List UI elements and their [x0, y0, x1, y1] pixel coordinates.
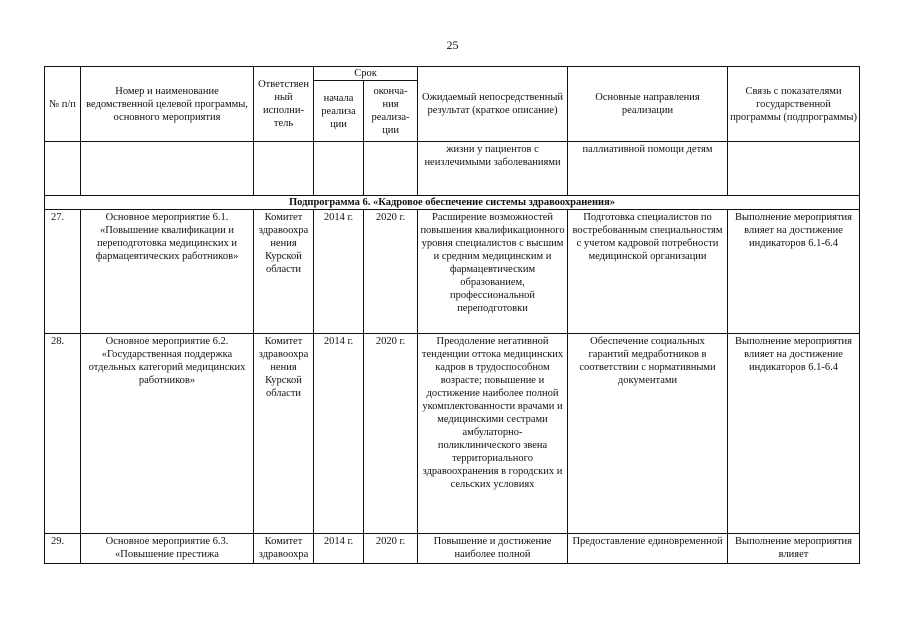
header-responsible: Ответствен ный исполни- тель — [254, 67, 314, 142]
cell-end: 2020 г. — [364, 534, 418, 564]
table-row — [45, 210, 860, 334]
cell-link: Выполнение мероприятия влияет — [728, 534, 860, 564]
cell-start: 2014 г. — [314, 534, 364, 564]
cell-name: Основное мероприятие 6.2. «Государственная поддержка отдельных категорий медицинских работников» — [81, 334, 254, 534]
table-row — [45, 334, 860, 534]
cell-result: Расширение возможностей повышения квалификационного уровня специалистов с высшим и средним медицинским и фармацевтическим образованием, профессиональной переподготовки — [418, 210, 568, 334]
header-row — [45, 67, 860, 81]
cell-link: Выполнение мероприятия влияет на достижение индикаторов 6.1-6.4 — [728, 210, 860, 334]
header-end: оконча- ния реализа- ции — [364, 81, 418, 142]
cell-link: Выполнение мероприятия влияет на достижение индикаторов 6.1-6.4 — [728, 334, 860, 534]
subprogram-row — [45, 196, 860, 210]
cell-directions: паллиативной помощи детям — [568, 142, 728, 196]
cell-directions: Обеспечение социальных гарантий медработников в соответствии с нормативными документами — [568, 334, 728, 534]
cell-num: 28. — [45, 334, 81, 534]
cell-result: жизни у пациентов с неизлечимыми заболеваниями — [418, 142, 568, 196]
cell-name: Основное мероприятие 6.1. «Повышение квалификации и переподготовка медицинских и фармацевтических работников» — [81, 210, 254, 334]
cell-start: 2014 г. — [314, 334, 364, 534]
header-directions: Основные направления реализации — [568, 67, 728, 142]
page-number: 25 — [446, 38, 459, 52]
header-num: № п/п — [45, 67, 81, 142]
header-name: Номер и наименование ведомственной целевой программы, основного мероприятия — [81, 67, 254, 142]
cell-start: 2014 г. — [314, 210, 364, 334]
cell-num — [45, 142, 81, 196]
program-table — [44, 66, 860, 564]
header-link: Связь с показателями государственной программы (подпрограммы) — [728, 67, 860, 142]
cell-responsible: Комитет здравоохра — [254, 534, 314, 564]
cell-num: 29. — [45, 534, 81, 564]
cell-result: Преодоление негативной тенденции оттока медицинских кадров в трудоспособном возрасте; повышение и достижение наиболее полной укомплектованности врачами и медицинскими сестрами амбулаторно- поликлинического звена территориального здравоохранения в городских и сельских условиях — [418, 334, 568, 534]
cell-end: 2020 г. — [364, 334, 418, 534]
cell-directions: Предоставление единовременной — [568, 534, 728, 564]
cell-responsible — [254, 142, 314, 196]
cell-link — [728, 142, 860, 196]
continuation-row — [45, 142, 860, 196]
cell-responsible: Комитет здравоохра нения Курской области — [254, 210, 314, 334]
cell-name — [81, 142, 254, 196]
cell-end: 2020 г. — [364, 210, 418, 334]
cell-start — [314, 142, 364, 196]
header-start: начала реализа ции — [314, 81, 364, 142]
table-row — [45, 534, 860, 564]
cell-num: 27. — [45, 210, 81, 334]
header-term: Срок — [314, 67, 418, 81]
subprogram-title: Подпрограмма 6. «Кадровое обеспечение системы здравоохранения» — [45, 196, 860, 210]
cell-directions: Подготовка специалистов по востребованным специальностям с учетом кадровой потребности медицинской организации — [568, 210, 728, 334]
header-result: Ожидаемый непосредственный результат (краткое описание) — [418, 67, 568, 142]
cell-end — [364, 142, 418, 196]
cell-name: Основное мероприятие 6.3. «Повышение престижа — [81, 534, 254, 564]
cell-result: Повышение и достижение наиболее полной — [418, 534, 568, 564]
cell-responsible: Комитет здравоохра нения Курской области — [254, 334, 314, 534]
